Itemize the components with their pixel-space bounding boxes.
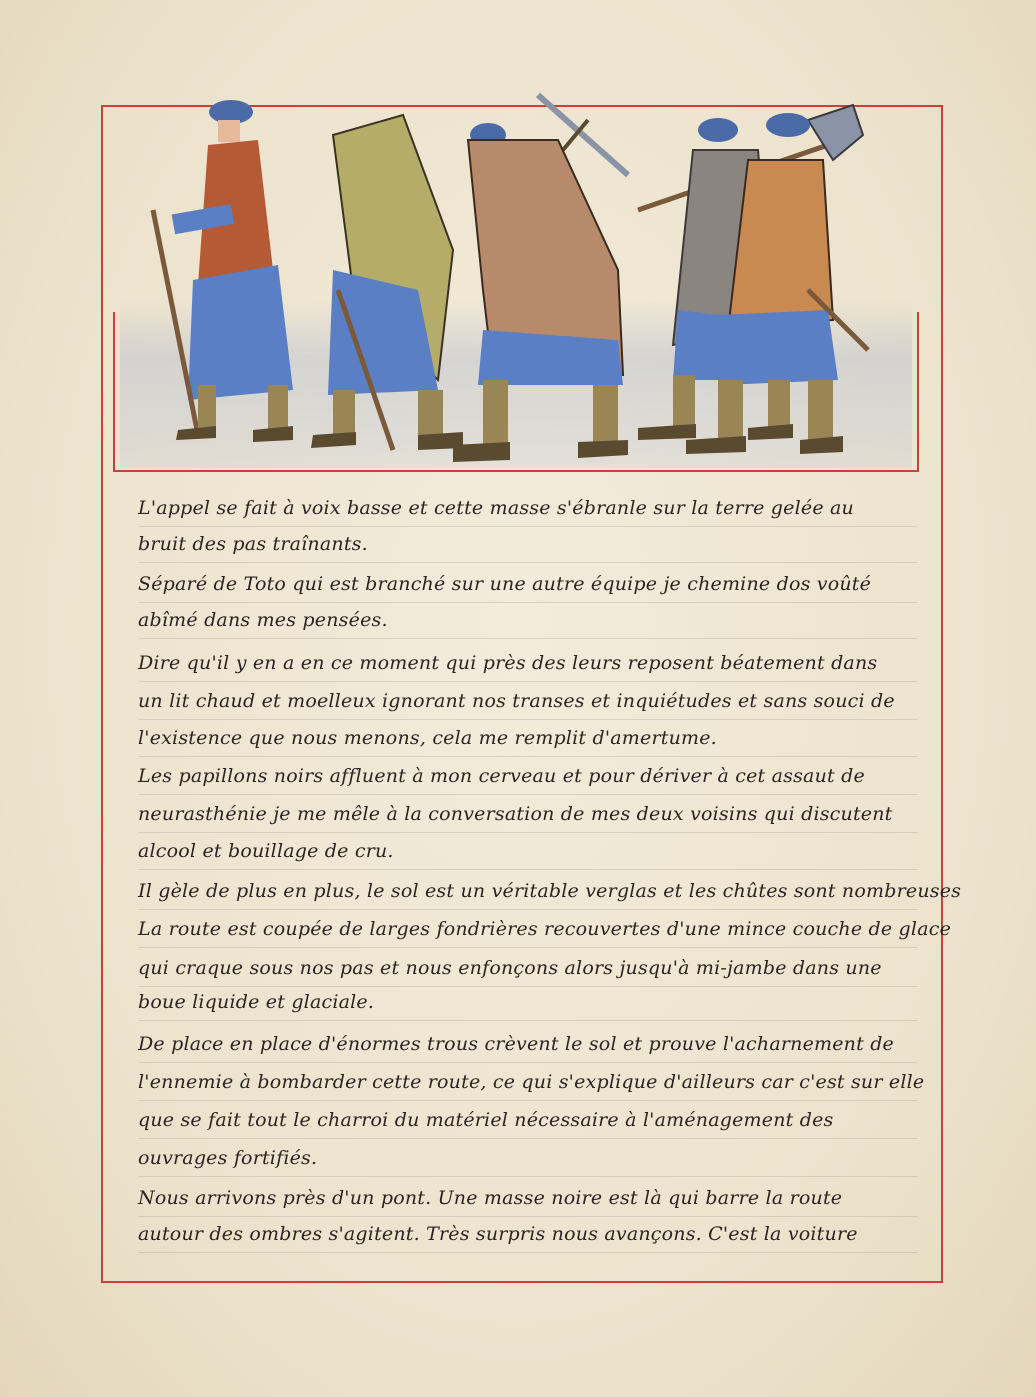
text-line: Nous arrivons près d'un pont. Une masse noire est là qui barre la route (138, 1180, 918, 1217)
text-line: ouvrages fortifiés. (138, 1140, 918, 1177)
text-line: Dire qu'il y en a en ce moment qui près des leurs reposent béatement dans (138, 645, 918, 682)
handwritten-text (138, 490, 962, 1270)
text-line: Les papillons noirs affluent à mon cerveau et pour dériver à cet assaut de (138, 758, 918, 795)
text-line: autour des ombres s'agitent. Très surpris nous avançons. C'est la voiture (138, 1216, 918, 1253)
soldier-with-pickaxe (453, 95, 628, 462)
text-line: boue liquide et glaciale. (138, 984, 918, 1021)
soldier-with-cane (153, 100, 293, 442)
text-line: alcool et bouillage de cru. (138, 833, 918, 870)
text-line: bruit des pas traînants. (138, 526, 918, 563)
text-line: Il gèle de plus en plus, le sol est un véritable verglas et les chûtes sont nombreuses (138, 873, 918, 910)
text-line: neurasthénie je me mêle à la conversation de mes deux voisins qui discutent (138, 796, 918, 833)
text-line: l'existence que nous menons, cela me remplit d'amertume. (138, 720, 918, 757)
text-line: un lit chaud et moelleux ignorant nos transes et inquiétudes et sans souci de (138, 683, 918, 720)
soldiers-with-shovel (638, 105, 868, 454)
soldiers-marching-icon (118, 90, 913, 470)
text-line: L'appel se fait à voix basse et cette masse s'ébranle sur la terre gelée au (138, 490, 918, 527)
text-line: Séparé de Toto qui est branché sur une autre équipe je chemine dos voûté (138, 566, 918, 603)
text-line: abîmé dans mes pensées. (138, 602, 918, 639)
text-line: qui craque sous nos pas et nous enfonçons alors jusqu'à mi-jambe dans une (138, 950, 918, 987)
soldier-with-cape (311, 115, 463, 450)
text-line: l'ennemie à bombarder cette route, ce qui s'explique d'ailleurs car c'est sur elle (138, 1064, 918, 1101)
text-line: que se fait tout le charroi du matériel nécessaire à l'aménagement des (138, 1102, 918, 1139)
text-line: La route est coupée de larges fondrières recouvertes d'une mince couche de glace (138, 911, 918, 948)
text-line: De place en place d'énormes trous crèvent le sol et prouve l'acharnement de (138, 1026, 918, 1063)
